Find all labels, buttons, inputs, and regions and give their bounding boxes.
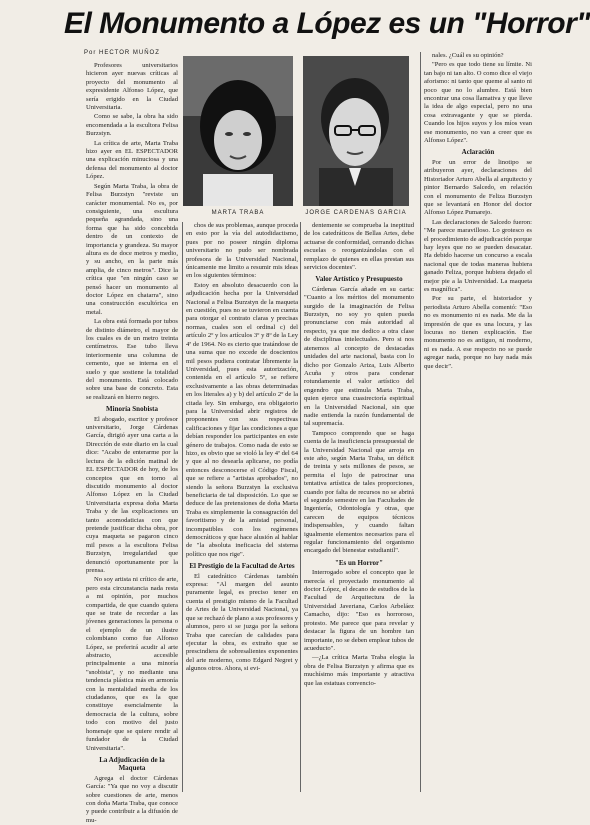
paragraph: Por su parte, el historiador y periodista Arturo Abella comentó: "Eso no es monumento ni es nada. Me da la impresión de que es una locura, y las locuras no tienen explicación. Ese monumento no es antiguo, ni moderno, ni es nada. A ese respecto no se puede agregar nada, porque no hay nada más que decir". — [424, 295, 532, 370]
photo-marta-traba — [183, 56, 293, 206]
paragraph: Profesores universitarios hicieron ayer nuevas críticas al proyecto del monumento al expresidente Alfonso López, que sería erigido en la Ciudad Universitaria. — [86, 62, 178, 112]
paragraph: Estoy en absoluto desacuerdo con la adjudicación hecha por la Universidad Nacional a Felisa Burzstyn de la maqueta en cuestión, pues no se tuvieron en cuenta para otorgar el contrato claras y precisas normas, cuales son el ordinal c) del artículo 2º y los artículos 3º y 8º de la Ley 4ª de 1964. No es cierto que tratándose de una suma que no excede de doscientos mil pesos pudiera contratar libremente la Universidad, pues esta autorización, contenida en el artículo 5º, se refiere exclusivamente a las obras determinadas en los literales a) y b) del artículo 2º de la citada ley. Sin embargo, era obligatorio para la Universidad abrir registros de proponentes con sus respectivas calificaciones y fijar las condiciones a que debían responder los participantes en este género de trabajos. Como nada de esto se hizo, es obvio que se violó la ley 4ª del 64 y que al no desearla aplicarse, no podía entonces desconocerse el Código Fiscal, que se refiere a "artistas aprobados", no siendo la señora Burzstyn la exclusiva beneficiaria de tal disposición. Lo que se deduce de las pretensiones de doña Marta Traba es simplemente la consagración del favoritismo y de la amistad personal, incompatibles con los regímenes democráticos y que hace alusión al hablar de "la absoluta ineficacia del sistema político que nos rige". — [186, 281, 298, 558]
section-heading: "Es un Horror" — [334, 558, 384, 567]
column-rule — [182, 222, 183, 792]
paragraph: La obra está formada por tubos de distinto diámetro, el mayor de los cuales es de un metro treinta centímetros. Ese tubo lleva interiormente una columna de cemento, que se interna en el suelo y que sostiene la totalidad del monumento. Está colocado sobre una base de concreto. Esta se realizará en hierro negro. — [86, 318, 178, 401]
paragraph: dentemente se comprueba la ineptitud de los catedráticos de Bellas Artes, debe actuarse de conformidad, cerrando dichas escuelas o reorganizándolas con el remplazo de quienes en ellas prestan sus servicios docentes". — [304, 222, 414, 272]
section-heading: Minoría Snobista — [106, 405, 158, 414]
paragraph: No soy artista ni crítico de arte, pero esta circunstancia nada resta a mi opinión, por muchos compartida, de que cuando quiera que se trate de recordar a las jóvenes generaciones la persona o el ejemplo de un ilustre colombiano como fue Alfonso López, se preferirá acudir al arte abstracto, accesible principalmente a una minoría "snobista", y no mediante una tendencia plástica más en armonía con la mentalidad media de los ciudadanos, que es la que constituye esencialmente la democracia de la cultura, sobre todo con motivo del justo homenaje que se quiere rendir al fundador de la Ciudad Universitaria". — [86, 576, 178, 752]
portrait-man-image — [303, 56, 409, 206]
photo-jorge-cardenas — [303, 56, 409, 206]
paragraph: El abogado, escritor y profesor universitario, Jorge Cárdenas García, dirigió ayer una carta a la Dirección de este diario en la cual dice: "Acabo de enterarme por la lectura de la edición matinal de EL ESPECTADOR de hoy, de los conceptos que en torno al discutido monumento al doctor Alfonso López en la Ciudad Universitaria expresa doña Marta Traba y de las explicaciones un tanto acomodaticias con que pretende justificar dicha obra, por cuya maqueta se pagaron cinco mil pesos a la escultora Felisa Burzstyn, irregularidad que denunció oportunamente por la prensa. — [86, 415, 178, 574]
paragraph: Por un error de linotipo se atribuyeron ayer, declaraciones del Historiador Arturo Abella al arquitecto y pintor Bernardo Salcedo, en relación con el monumento de Feliza Burzstyn que se levantará en Honor del doctor Alfonso López Pumarejo. — [424, 158, 532, 217]
paragraph: nales. ¿Cuál es su opinión? — [432, 52, 504, 59]
column-3 — [304, 222, 414, 796]
paragraph: chos de sus problemas, aunque proceda en esto por la vía del autodidactismo, pues por no poseer ningún diploma universitario no pudo ser nombrada profesora de la Universidad Nacional, únicamente me limito a resumir mis ideas en los siguientes términos: — [186, 222, 299, 280]
byline: Por HECTOR MUÑOZ — [84, 50, 160, 56]
paragraph: El catedrático Cárdenas también expresa: "Al margen del asunto puramente legal, es preciso tener en cuenta el prestigio mismo de la Facultad de Artes de la Universidad Nacional, ya que se rechazó de plano a sus profesores y alumnos, pero si se juzga por la señora Traba que carecían de calidades para ejecutar la obra, es extraño que se prescindiera de sobresalientes exponentes del arte moderno, como Edgard Negret y algunos otros. Ahora, si evi- — [186, 572, 298, 673]
column-4 — [424, 52, 532, 412]
paragraph: Según Marta Traba, la obra de Felisa Burzstyn "reviste un carácter monumental. No es, por consiguiente, una escultura pequeña agrandada, sino una forma que ha sido concebida dentro de un contexto de importancia y grandeza. Su mayor altura es de doce metros y medio, y su ancho, en la parte más amplia, de cinco metros". Dice la crítica que "en ningún caso se pensó hacer un monumento al doctor López en chatarra", sino una construcción escultórica en metal. — [86, 182, 178, 316]
column-rule — [420, 52, 421, 792]
paragraph: Interrogado sobre el concepto que le merecía el proyectado monumento al doctor López, el decano de estudios de la Facultad de Arquitectura de la Universidad Javeriana, Carlos Arbeláez Camacho, dijo: "Eso es horroroso, protesto. Me parece que para revelar y destacar la figura de un hombre tan importante, no se deben emplear tubos de acueducto". — [304, 569, 414, 652]
paragraph: —¿La crítica Marta Traba elogia la obra de Felisa Burzstyn y afirma que es muchísimo más importante y atractiva que las estatuas convencio- — [304, 654, 414, 687]
caption-left: MARTA TRABA — [211, 210, 265, 216]
paragraph: Las declaraciones de Salcedo fueron: "Me parece maravilloso. Lo grotesco es el procedimiento de adjudicación porque hay leyes que no se pueden desacatar. Ha debido hacerse un concurso a escala nacional que de todas maneras hubiera ganado Feliza, porque hubiera dejado el mejor pie a la Universidad. La maqueta es magnífica". — [424, 218, 532, 293]
portrait-woman-image — [183, 56, 293, 206]
paragraph: Cárdenas García añade en su carta: "Cuanto a los méritos del monumento surgido de la imaginación de Felisa Burzstyn, no soy yo quien pueda pronunciarse con más autoridad al respecto, ya que me dedico a otra clase de disciplinas intelectuales. Pero si nos atenemos al concepto de destacadas unidades del arte nacional, basta con lo dicho por Gonzalo Ariza, Luis Alberto Acuña y otros para condenar rotundamente el valor artístico del engendro que estimula Marta Traba, quien ejerce una cuasirectoría espiritual en la Universidad Nacional, sin que nadie entienda la razón fundamental de tal supremacía. — [304, 285, 414, 428]
headline: El Monumento a López es un "Horror" — [64, 7, 590, 40]
caption-right: JORGE CARDENAS GARCIA — [305, 210, 407, 216]
section-heading: Valor Artístico y Presupuesto — [315, 275, 403, 284]
paragraph: "Pero es que todo tiene su límite. Ni tan bajo ni tan alto. O como dice el viejo aforismo: ni tanto que queme al santo ni poco que no lo alumbre. Está bien encontrar una cosa llamativa y que lleve la idea de algo especial, pero no una cosa extravagante y que se pierda. Cuando los hijos suyos y los míos vean ese monumento, no van a creer que es Alfonso López". — [424, 61, 532, 145]
paragraph: Agrega el doctor Cárdenas García: "Ya que no voy a discutir sobre cuestiones de arte, menos con doña Marta Traba, que conoce y puede contribuir a la difusión de mu- — [86, 774, 178, 824]
section-heading: La Adjudicación de la Maqueta — [99, 755, 165, 773]
section-heading: El Prestigio de la Facultad de Artes — [189, 562, 295, 571]
column-1 — [86, 62, 178, 824]
paragraph: Como se sabe, la obra ha sido encomendada a la escultora Felisa Burzstyn. — [86, 113, 178, 138]
paragraph: La crítica de arte, Marta Traba hizo ayer en EL ESPECTADOR una explicación minuciosa y una defensa del monumento al doctor López. — [86, 139, 178, 181]
section-heading: Aclaración — [461, 148, 495, 157]
column-rule — [300, 222, 301, 792]
paragraph: Tampoco comprendo que se haga cuenta de la insuficiencia presupuestal de la Universidad Nacional que arroja en este año, según Marta Traba, un déficit de treinta y seis millones de pesos, se permita el lujo de patrocinar una tentativa artística de tales proporciones, cuando por falta de recursos no se abrirá el segundo semestre en las Facultades de Ingeniería, Odontología y otras, que carecen de equipos técnicos indispensables, y cuando faltan igualmente elementos necesarios para el regular funcionamiento del organismo encargado del bienestar estudiantil". — [304, 429, 414, 555]
column-2 — [186, 222, 298, 796]
